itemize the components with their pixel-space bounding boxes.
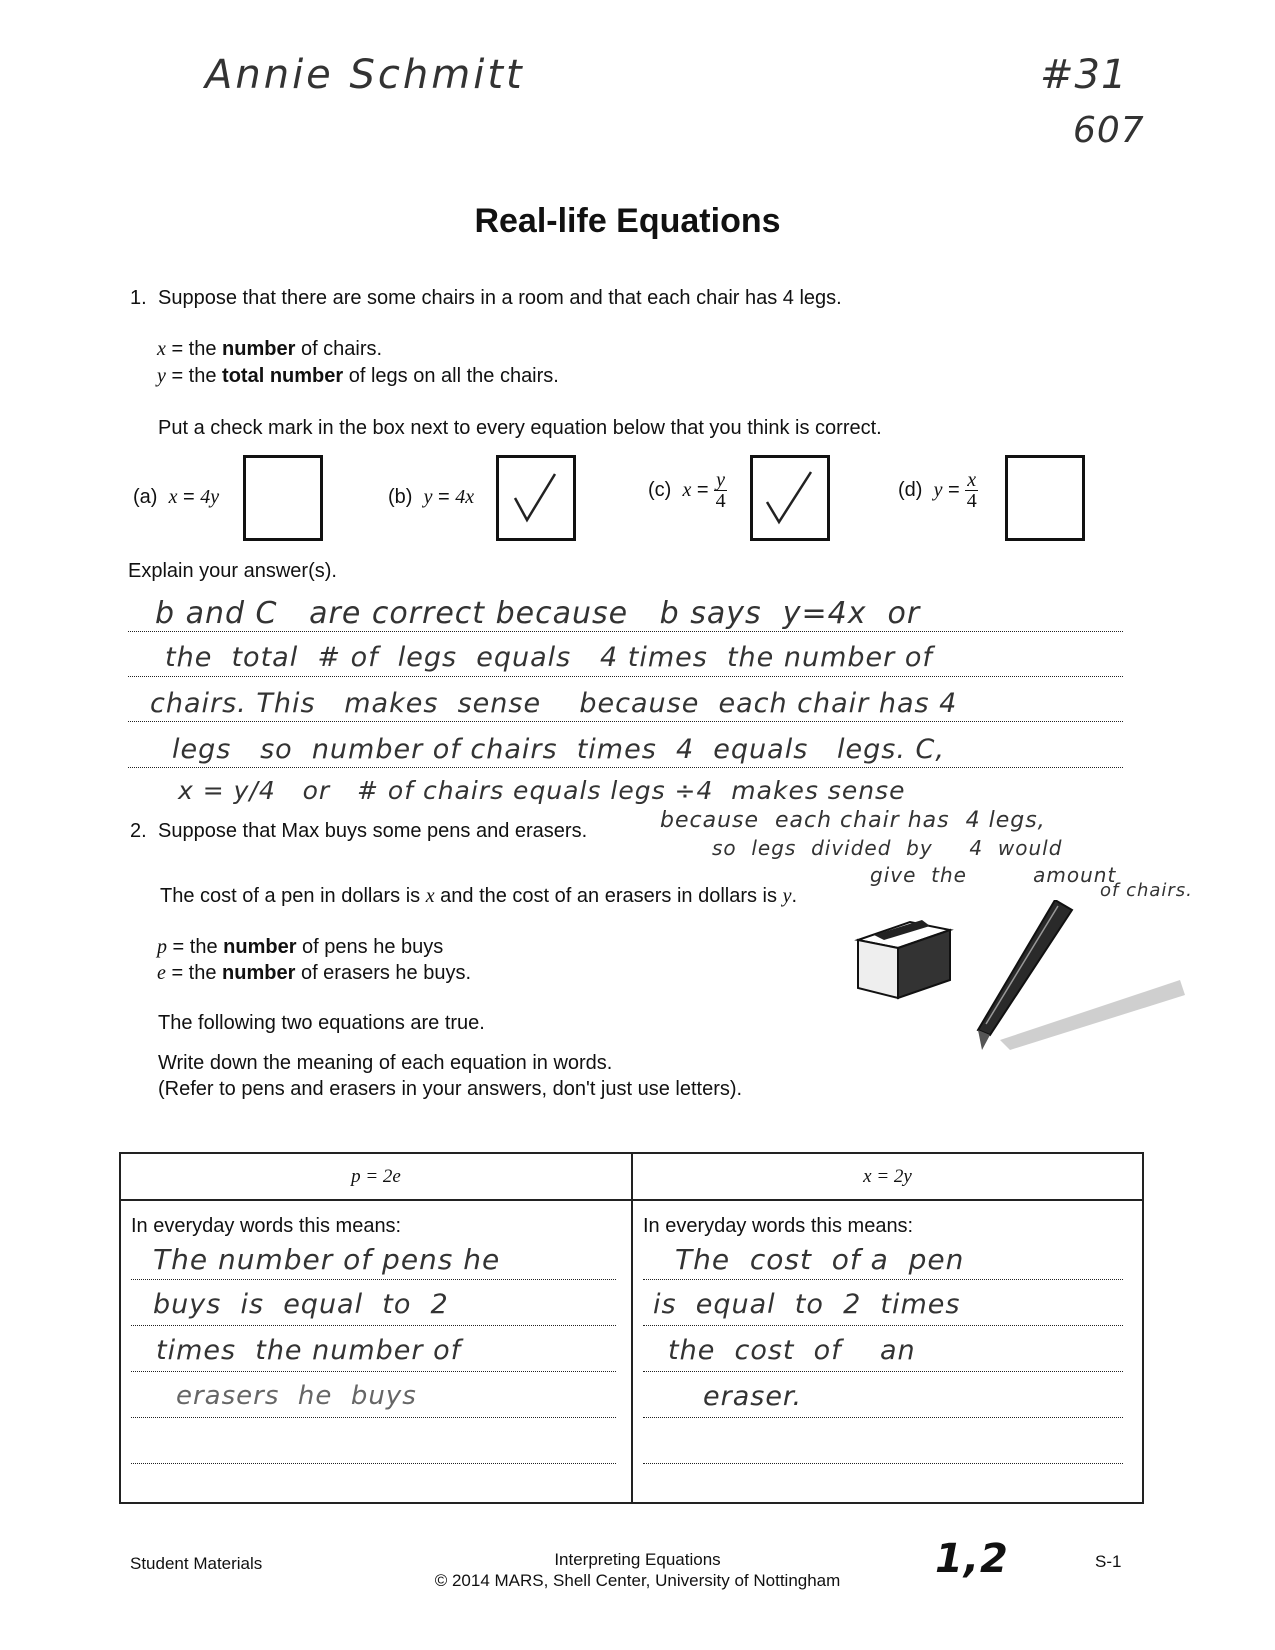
answer-line: [131, 1463, 616, 1464]
answer-line: [643, 1463, 1123, 1464]
option-lhs: y: [423, 486, 433, 508]
var-e: e: [157, 962, 166, 984]
def-text: of pens he buys: [296, 936, 444, 958]
left-answer-line-1: The number of pens he: [153, 1243, 501, 1276]
cost-text: .: [791, 885, 798, 907]
page-title: Real-life Equations: [474, 202, 781, 240]
right-answer-line-1: The cost of a pen: [675, 1243, 965, 1276]
eraser-icon: [858, 920, 950, 998]
def-bold: number: [223, 936, 297, 958]
answer-line: [128, 767, 1123, 768]
right-header-cell: [632, 1153, 1143, 1200]
q2-prompt: Suppose that Max buys some pens and erasers.: [158, 820, 588, 842]
q1-answer-margin-3: give the amount: [870, 863, 1117, 887]
q1-answer-line-2: the total # of legs equals 4 times the number of: [165, 642, 933, 673]
q1-def-y: [157, 365, 559, 388]
footer-center-copyright: © 2014 MARS, Shell Center, University of Nottingham: [434, 1571, 841, 1590]
def-bold: total number: [222, 365, 344, 387]
checkbox-d[interactable]: [1005, 455, 1085, 541]
pen-icon: [978, 900, 1185, 1050]
q1-answer-margin-4: of chairs.: [1100, 880, 1193, 901]
right-answer-line-2: is equal to 2 times: [653, 1289, 961, 1320]
var-p: p: [157, 936, 167, 958]
equations-table: [119, 1152, 1144, 1504]
answer-line: [131, 1417, 616, 1418]
q1-answer-line-4: legs so number of chairs times 4 equals legs. C,: [172, 734, 945, 765]
left-answer-line-2: buys is equal to 2: [153, 1289, 449, 1320]
def-text: of chairs.: [295, 338, 383, 360]
option-b: (b) y = 4x: [388, 486, 475, 508]
def-text: = the: [165, 962, 223, 984]
frac-numerator: x: [967, 469, 977, 491]
q2-number: 2.: [130, 820, 147, 842]
right-answer-line-3: the cost of an: [668, 1335, 916, 1366]
option-a: (a) x = 4y: [133, 486, 220, 508]
answer-line: [643, 1279, 1123, 1280]
var-x: x: [425, 885, 435, 907]
answer-line: [128, 676, 1123, 677]
answer-line: [131, 1279, 616, 1280]
right-means-label: In everyday words this means:: [643, 1215, 914, 1237]
frac-denominator: 4: [715, 490, 726, 512]
q2-cost-line: [160, 885, 797, 908]
handwritten-score: 1,2: [935, 1536, 1009, 1582]
cost-text: The cost of a pen in dollars is: [160, 885, 426, 907]
q2-refer-line: (Refer to pens and erasers in your answers, don't just use letters).: [158, 1078, 743, 1100]
footer-right: S-1: [1095, 1552, 1122, 1571]
right-equation: x = 2y: [863, 1165, 912, 1187]
answer-line: [643, 1371, 1123, 1372]
q2-def-p: [157, 936, 443, 959]
def-text: of erasers he buys.: [295, 962, 472, 984]
def-bold: number: [222, 338, 296, 360]
option-lhs: y: [933, 478, 943, 501]
checkmark-icon: [499, 458, 573, 538]
option-rhs: 4y: [200, 486, 220, 508]
checkbox-c[interactable]: [750, 455, 830, 541]
footer-left: Student Materials: [130, 1554, 263, 1573]
explain-label: Explain your answer(s).: [128, 560, 337, 582]
var-x: x: [157, 338, 166, 360]
q1-number: 1.: [130, 287, 147, 309]
left-answer-line-4: erasers he buys: [176, 1381, 417, 1411]
left-header-cell: [120, 1153, 632, 1200]
q1-answer-margin-1: because each chair has 4 legs,: [660, 808, 1046, 833]
var-y: y: [782, 885, 792, 907]
option-c: (c) x = $\frac{y}{4}$: [648, 469, 726, 512]
option-label: (c): [648, 478, 672, 501]
checkmark-icon: [753, 458, 827, 538]
left-equation: p = 2e: [351, 1165, 401, 1187]
eraser-pen-illustration: [850, 900, 1190, 1050]
q1-answer-margin-2: so legs divided by 4 would: [712, 836, 1063, 860]
option-rhs: 4x: [455, 486, 475, 508]
answer-line: [643, 1417, 1123, 1418]
frac-denominator: 4: [966, 490, 977, 512]
q2-true-line: The following two equations are true.: [158, 1012, 485, 1034]
checkbox-b[interactable]: [496, 455, 576, 541]
q1-answer-line-1: b and C are correct because b says y=4x or: [155, 596, 921, 631]
student-number: #31: [1040, 52, 1128, 98]
def-text: = the: [167, 936, 224, 958]
option-label: (a): [133, 486, 158, 508]
option-label: (d): [898, 478, 923, 501]
def-text: = the: [165, 365, 223, 387]
checkbox-a[interactable]: [243, 455, 323, 541]
def-bold: number: [222, 962, 296, 984]
q1-answer-line-3: chairs. This makes sense because each chair has 4: [150, 688, 958, 719]
def-text: = the: [165, 338, 223, 360]
option-lhs: x: [682, 478, 692, 501]
footer-center-title: Interpreting Equations: [554, 1550, 721, 1569]
q1-instruction: Put a check mark in the box next to every equation below that you think is correct.: [158, 417, 882, 439]
answer-line: [131, 1325, 616, 1326]
option-d: (d) y = $\frac{x}{4}$: [898, 469, 977, 512]
answer-line: [131, 1371, 616, 1372]
left-answer-line-3: times the number of: [156, 1335, 462, 1366]
q1-def-x: [157, 338, 382, 361]
q1-answer-line-5: x = y/4 or # of chairs equals legs ÷4 makes sense: [178, 776, 906, 805]
q1-prompt: Suppose that there are some chairs in a room and that each chair has 4 legs.: [158, 287, 842, 309]
student-name: Annie Schmitt: [205, 52, 525, 98]
q2-def-e: [157, 962, 471, 985]
cost-text: and the cost of an erasers in dollars is: [434, 885, 783, 907]
def-text: of legs on all the chairs.: [343, 365, 559, 387]
var-y: y: [157, 365, 166, 387]
option-label: (b): [388, 486, 413, 508]
right-answer-line-4: eraser.: [703, 1381, 803, 1412]
left-means-label: In everyday words this means:: [131, 1215, 402, 1237]
left-answer-cell[interactable]: [120, 1200, 632, 1503]
frac-numerator: y: [716, 469, 726, 491]
q2-write-line: Write down the meaning of each equation in words.: [158, 1052, 613, 1074]
answer-line: [128, 721, 1123, 722]
answer-line: [128, 631, 1123, 632]
class-code: 607: [1073, 110, 1145, 151]
answer-line: [643, 1325, 1123, 1326]
option-lhs: x: [168, 486, 178, 508]
right-answer-cell[interactable]: [632, 1200, 1143, 1503]
